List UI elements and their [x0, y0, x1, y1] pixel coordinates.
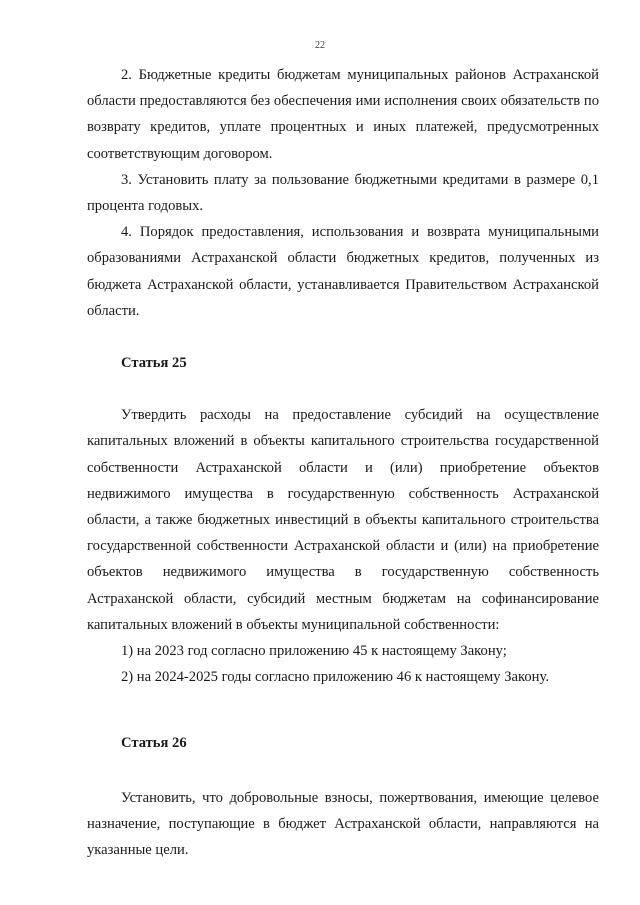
paragraph-credit-fee: 3. Установить плату за пользование бюджетными кредитами в размере 0,1 процента годовых. — [87, 171, 599, 215]
paragraph-credit-procedure: 4. Порядок предоставления, использования и возврата муниципальными образованиями Астраханской области бюджетных кредитов, полученных из бюджета Астраханской области, устанавливается Правительством Астраханской области. — [87, 224, 599, 319]
article-25-item-2023: 1) на 2023 год согласно приложению 45 к настоящему Закону; — [121, 643, 507, 660]
article-25-paragraph: Утвердить расходы на предоставление субсидий на осуществление капитальных вложений в объекты капитального строительства государственной собственности Астраханской области и (или) приобретение объектов недвижимого имущества в государственную собственность Астраханской области, а также бюджетных инвестиций в объекты капитального строительства государственной собственности Астраханской области и (или) на приобретение объектов недвижимого имущества в государственную собственность Астраханской области, субсидий местным бюджетам на софинансирование капитальных вложений в объекты муниципальной собственности: — [87, 407, 599, 633]
article-26-paragraph: Установить, что добровольные взносы, пожертвования, имеющие целевое назначение, поступающие в бюджет Астраханской области, направляются на указанные цели. — [87, 789, 599, 859]
article-26-heading: Статья 26 — [121, 735, 187, 752]
article-25-item-2024-2025: 2) на 2024-2025 годы согласно приложению 46 к настоящему Закону. — [121, 669, 549, 686]
article-25-heading: Статья 25 — [121, 355, 187, 372]
document-body — [87, 62, 599, 863]
page-number: 22 — [315, 40, 325, 51]
paragraph-budget-credits-security: 2. Бюджетные кредиты бюджетам муниципальных районов Астраханской области предоставляются без обеспечения ими исполнения своих обязательств по возврату кредитов, уплате процентных и иных платежей, предусмотренных соответствующим договором. — [87, 67, 599, 162]
